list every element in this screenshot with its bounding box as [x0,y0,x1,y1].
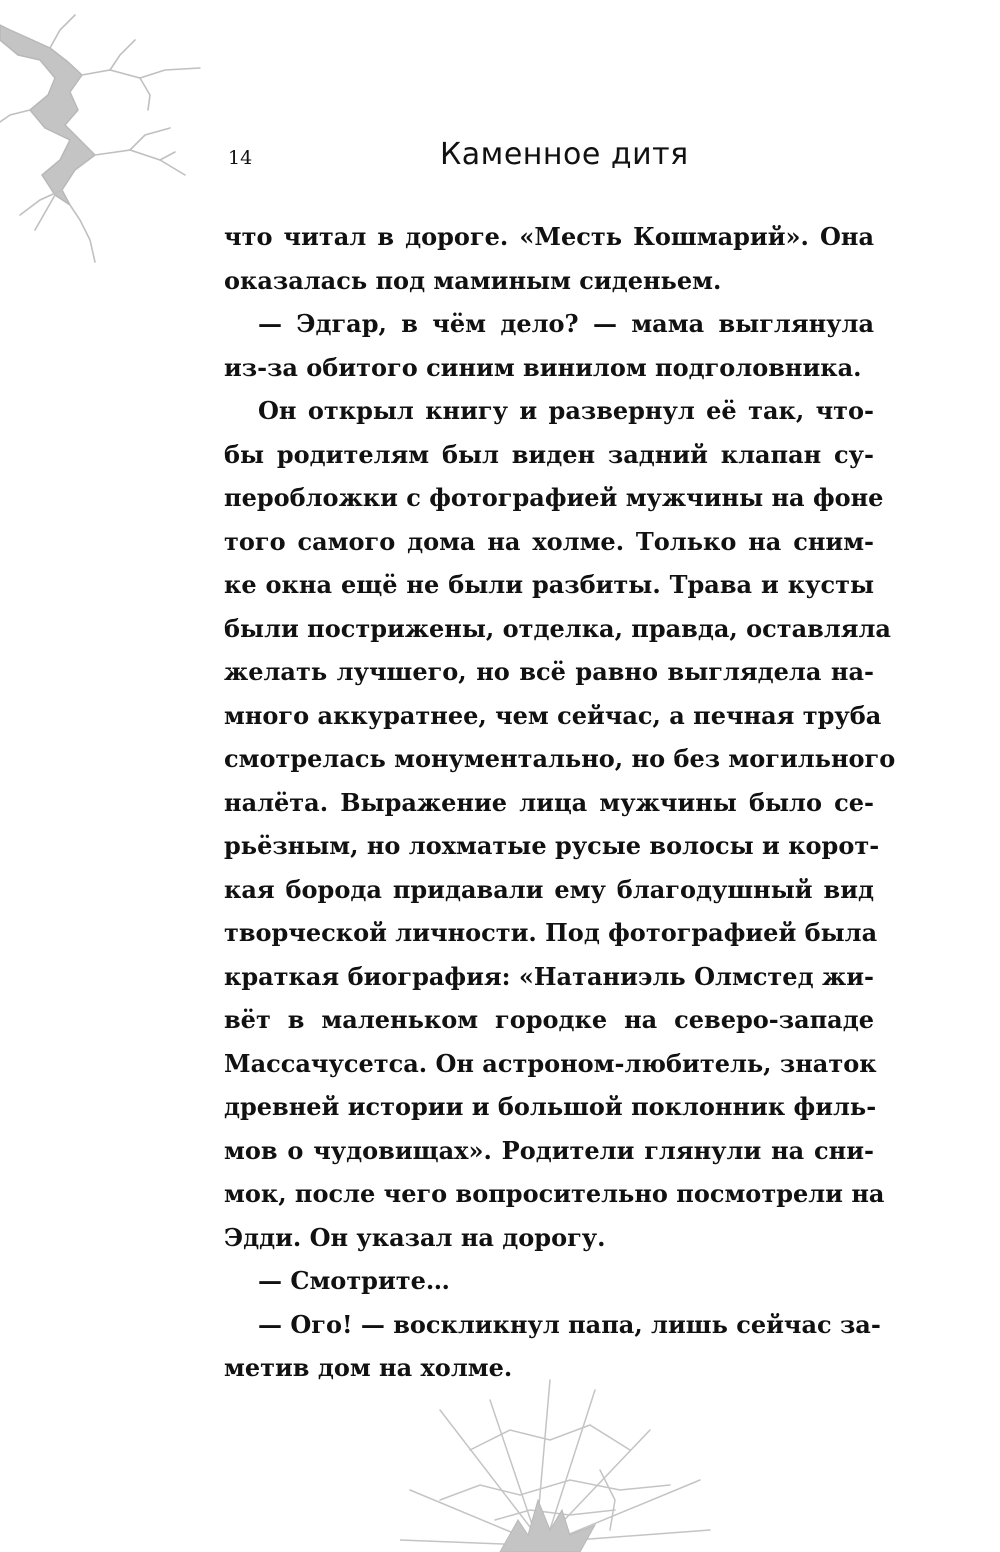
text-line: бы родителям был виден задний клапан су- [224,439,874,469]
body-text [224,215,896,1390]
text-line: Он открыл книгу и развернул её так, что- [258,396,874,425]
text-line: — Эдгар, в чём дело? — мама выглянула [258,309,874,338]
text-line: что читал в дороге. «Месть Кошмарий». Она [224,222,874,251]
text-line: древней истории и большой поклонник филь- [224,1092,877,1121]
text-line: много аккуратнее, чем сейчас, а печная труба [224,700,882,730]
text-line: смотрелась монументально, но без могильного [224,744,896,773]
text-line: оказалась под маминым сиденьем. [224,265,722,295]
text-line: желать лучшего, но всё равно выглядела на- [224,657,874,686]
text-line: вёт в маленьком городке на северо-западе [224,1005,874,1034]
text-line: налёта. Выражение лица мужчины было се- [224,787,874,817]
text-line: творческой личности. Под фотографией была [224,918,878,947]
text-line: ке окна ещё не были разбиты. Трава и кусты [224,570,874,599]
text-line: перобложки с фотографией мужчины на фоне [224,483,884,512]
text-line: Массачусетса. Он астроном-любитель, знаток [224,1048,877,1078]
page-number: 14 [228,147,253,169]
text-line: были пострижены, отделка, правда, оставляла [224,613,891,643]
cracked-stone-icon [0,0,230,270]
text-line: из-за обитого синим винилом подголовника. [224,352,862,382]
text-line: мов о чудовищах». Родители глянули на сни- [224,1135,874,1165]
text-line: метив дом на холме. [224,1353,513,1382]
text-line: краткая биография: «Натаниэль Олмстед жи- [224,961,874,991]
text-line: Эдди. Он указал на дорогу. [224,1222,606,1252]
shattered-glass-icon [400,1370,720,1552]
text-line: кая борода придавали ему благодушный вид [224,874,874,904]
text-line: того самого дома на холме. Только на сним- [224,526,874,556]
running-title: Каменное дитя [440,137,689,172]
text-line: — Смотрите… [258,1266,450,1295]
text-line: рьёзным, но лохматые русые волосы и корот- [224,831,880,860]
text-line: мок, после чего вопросительно посмотрели на [224,1179,885,1208]
text-line: — Ого! — воскликнул папа, лишь сейчас за- [258,1309,881,1339]
